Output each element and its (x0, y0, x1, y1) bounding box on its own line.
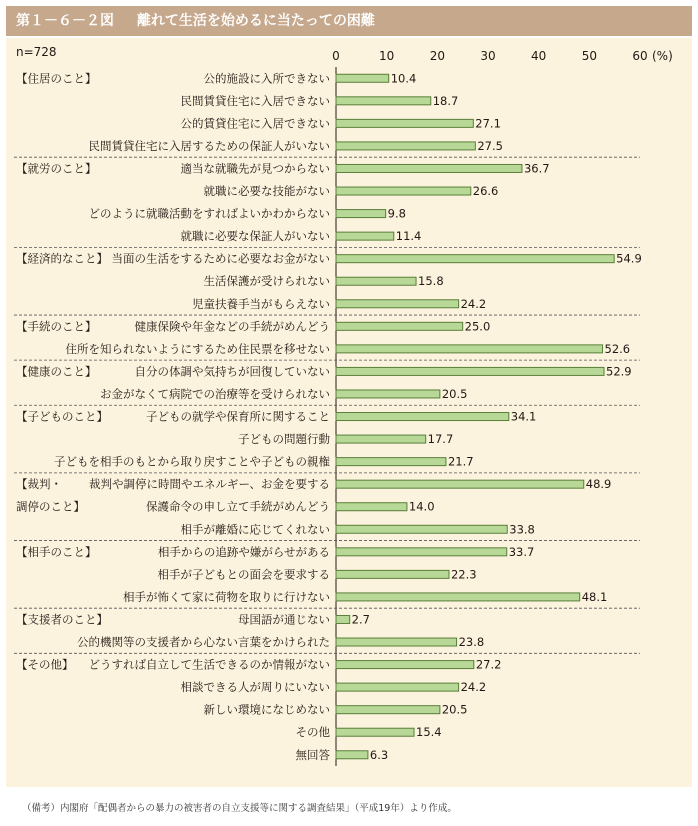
x-tick-label: 0 (332, 49, 340, 63)
bar (336, 683, 459, 691)
data-label: 48.1 (581, 589, 608, 604)
category-label: 無回答 (295, 747, 330, 762)
group-label: 【その他】 (16, 657, 74, 672)
data-label: 26.6 (472, 184, 499, 199)
figure-title: 離れて生活を始めるに当たっての困難 (136, 13, 375, 29)
bar (336, 413, 509, 421)
bar (336, 728, 414, 736)
category-label: 相手が怖くて家に荷物を取りに行けない (123, 589, 330, 604)
data-label: 22.3 (450, 567, 477, 582)
data-label: 17.7 (427, 432, 454, 447)
category-label: その他 (295, 725, 330, 740)
bar (336, 277, 416, 285)
category-label: 新しい環境になじめない (203, 702, 330, 717)
group-label: 【子どものこと】 (16, 409, 108, 424)
category-label: 住所を知られないようにするため住民票を移せない (65, 341, 330, 356)
bar (336, 706, 440, 714)
bar (336, 210, 386, 218)
category-label: 母国語が通じない (238, 612, 330, 627)
data-label: 34.1 (510, 409, 537, 424)
category-label: 相手が離婚に応じてくれない (180, 522, 330, 537)
data-label: 36.7 (523, 161, 550, 176)
x-tick-label: 40 (531, 49, 547, 63)
bar (336, 751, 368, 759)
group-label: 【手続のこと】 (16, 319, 97, 334)
category-label: 適当な就職先が見つからない (180, 161, 330, 176)
data-label: 33.7 (508, 544, 535, 559)
bar (336, 255, 614, 263)
data-label: 20.5 (441, 702, 468, 717)
bar (336, 458, 446, 466)
bar (336, 74, 389, 82)
data-label: 24.2 (460, 296, 487, 311)
data-label: 21.7 (447, 454, 474, 469)
bar (336, 232, 394, 240)
bar (336, 345, 603, 353)
category-label: 当面の生活をするために必要なお金がない (111, 251, 330, 266)
category-label: 就職に必要な保証人がいない (180, 229, 330, 244)
category-label: 相手からの追跡や嫌がらせがある (157, 544, 330, 559)
x-tick-label: 50 (581, 49, 597, 63)
data-label: 23.8 (458, 635, 485, 650)
category-label: 相手が子どもとの面会を要求する (157, 567, 330, 582)
bar (336, 390, 440, 398)
bar (336, 525, 507, 533)
category-label: 公的施設に入所できない (203, 71, 330, 86)
figure-number: 第１－６－２図 (16, 13, 114, 29)
bar (336, 593, 580, 601)
bar (336, 570, 449, 578)
bar (336, 615, 350, 623)
data-label: 15.4 (416, 725, 442, 740)
category-label: 裁判や調停に時間やエネルギー、お金を要する (88, 477, 330, 492)
source-note: （備考）内閣府「配偶者からの暴力の被害者の自立支援等に関する調査結果」（平成19年）より作成。 (22, 803, 457, 814)
category-label: 相談できる人が周りにいない (180, 680, 330, 695)
bar (336, 97, 431, 105)
data-label: 27.2 (475, 657, 502, 672)
group-label: 調停のこと】 (16, 499, 85, 514)
bar (336, 435, 426, 443)
group-label: 【支援者のこと】 (16, 612, 108, 627)
bar (336, 548, 507, 556)
bar (336, 638, 457, 646)
bar (336, 300, 459, 308)
category-label: 子どもの問題行動 (238, 432, 330, 447)
sample-size-label: n=728 (16, 45, 57, 59)
category-label: 子どもを相手のもとから取り戻すことや子どもの親権 (54, 454, 330, 469)
bar (336, 119, 473, 127)
bar (336, 503, 407, 511)
group-label: 【住居のこと】 (16, 71, 97, 86)
bar (336, 322, 463, 330)
data-label: 14.0 (408, 499, 435, 514)
category-label: どのように就職活動をすればよいかわからない (88, 206, 330, 221)
group-label: 【裁判・ (16, 477, 62, 492)
bar (336, 142, 475, 150)
x-tick-label: 10 (379, 49, 395, 63)
data-label: 18.7 (432, 93, 459, 108)
category-label: 健康保険や年金などの手続がめんどう (134, 319, 330, 334)
data-label: 54.9 (616, 251, 642, 266)
data-label: 10.4 (390, 71, 417, 86)
bar (336, 661, 474, 669)
data-label: 20.5 (441, 386, 468, 401)
x-tick-label: 60 (632, 49, 648, 63)
category-label: 公的機関等の支援者から心ない言葉をかけられた (77, 635, 330, 650)
group-label: 【相手のこと】 (16, 544, 97, 559)
data-label: 24.2 (460, 680, 487, 695)
x-tick-label: 20 (429, 49, 445, 63)
data-label: 52.6 (604, 341, 631, 356)
data-label: 48.9 (585, 477, 612, 492)
data-label: 11.4 (395, 229, 422, 244)
category-label: 児童扶養手当がもらえない (192, 296, 330, 311)
category-label: 就職に必要な技能がない (203, 184, 330, 199)
category-label: 民間賃貸住宅に入居できない (180, 93, 330, 108)
data-label: 27.5 (477, 138, 503, 153)
data-label: 33.8 (509, 522, 535, 537)
bar (336, 367, 604, 375)
group-label: 【経済的なこと】 (16, 251, 108, 266)
data-label: 52.9 (606, 364, 632, 379)
category-label: 保護命令の申し立て手続がめんどう (146, 499, 330, 514)
data-label: 9.8 (387, 206, 406, 221)
x-axis-unit: (%) (652, 49, 673, 63)
group-label: 【就労のこと】 (16, 161, 97, 176)
category-label: 自分の体調や気持ちが回復していない (134, 364, 330, 379)
category-label: お金がなくて病院での治療等を受けられない (100, 386, 330, 401)
group-label: 【健康のこと】 (16, 364, 97, 379)
category-label: 生活保護が受けられない (203, 274, 330, 289)
category-label: 民間賃貸住宅に入居するための保証人がいない (88, 138, 330, 153)
x-tick-label: 30 (480, 49, 496, 63)
data-label: 6.3 (369, 747, 389, 762)
data-label: 2.7 (351, 612, 370, 627)
bar (336, 480, 584, 488)
bar (336, 187, 471, 195)
category-label: 公的賃貸住宅に入居できない (180, 116, 330, 131)
category-label: 子どもの就学や保育所に関すること (146, 409, 330, 424)
bar (336, 164, 522, 172)
data-label: 15.8 (418, 274, 444, 289)
data-label: 25.0 (464, 319, 491, 334)
category-label: どうすれば自立して生活できるのか情報がない (88, 657, 330, 672)
data-label: 27.1 (475, 116, 501, 131)
